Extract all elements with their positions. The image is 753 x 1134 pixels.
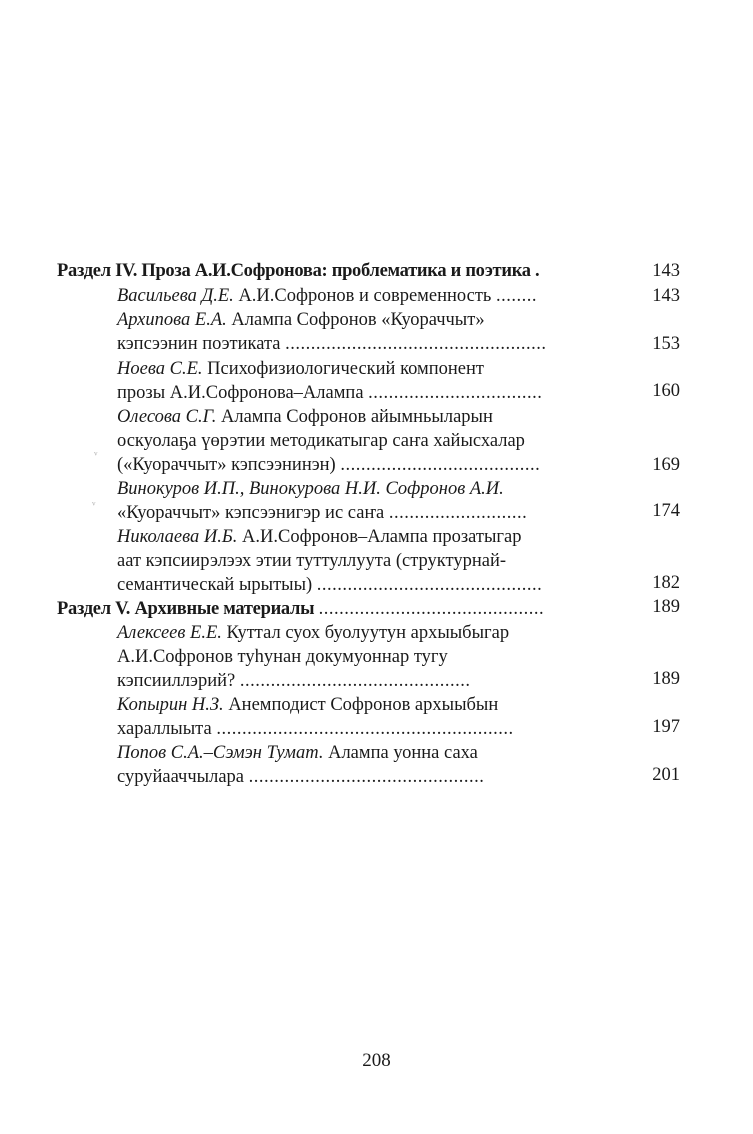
entry-author: Архипова Е.А. xyxy=(117,310,227,330)
entry-title: Психофизиологический компонент xyxy=(207,359,484,379)
entry-author: Винокуров И.П., Винокурова Н.И. Софронов А.И. xyxy=(117,479,504,499)
page-number: 201 xyxy=(652,765,680,785)
entry-author: Алексеев Е.Е. xyxy=(117,623,222,643)
toc-entry-continuation xyxy=(117,428,525,454)
toc-entry xyxy=(117,356,484,382)
page-number: 197 xyxy=(652,717,680,737)
entry-title: Куттал суох буолуутун архыыбыгар xyxy=(226,623,510,643)
entry-author: Ноева С.Е. xyxy=(117,359,203,379)
page-number: 160 xyxy=(652,381,680,401)
page-folio: 208 xyxy=(362,1050,391,1071)
entry-title: оскуолаҕа үөрэтии методикатыгар саҥа хайысхалар xyxy=(117,431,525,451)
leader-dots: ....................................... xyxy=(340,455,541,475)
margin-mark: ᵛ xyxy=(94,448,98,462)
entry-author: Копырин Н.З. xyxy=(117,695,224,715)
toc-entry xyxy=(117,524,521,550)
entry-title: Алампа Софронов «Куораччыт» xyxy=(231,310,485,330)
entry-title: Алампа Софронов айымньыларын xyxy=(220,407,493,427)
entry-title: А.И.Софронов туһунан докумуоннар тугу xyxy=(117,647,448,667)
toc-entry-continuation xyxy=(117,452,540,478)
leader-dots: .............................................. xyxy=(248,767,485,787)
toc-entry xyxy=(117,620,509,646)
leader-dots: ................................................... xyxy=(285,334,547,354)
entry-author: Олесова С.Г. xyxy=(117,407,217,427)
toc-entry-continuation xyxy=(117,331,547,357)
toc-section-iv xyxy=(57,258,539,284)
entry-title: А.И.Софронов и современность xyxy=(238,286,492,306)
leader-dots: ........................... xyxy=(388,503,528,523)
toc-entry-continuation xyxy=(117,644,448,670)
leader-dots: .................................. xyxy=(368,383,543,403)
section-title: Раздел V. Архивные материалы xyxy=(57,599,315,619)
toc-entry xyxy=(117,283,537,309)
page-number: 169 xyxy=(652,455,680,475)
leader-dots: ............................................. xyxy=(239,671,471,691)
page-number: 153 xyxy=(652,334,680,354)
entry-author: Николаева И.Б. xyxy=(117,527,238,547)
toc-entry-continuation xyxy=(117,500,527,526)
toc-entry xyxy=(117,404,493,430)
toc-entry-continuation xyxy=(117,548,506,574)
entry-title: семантическай ырытыы) xyxy=(117,575,313,595)
leader-dots: ............................................ xyxy=(318,599,545,619)
toc-entry xyxy=(117,307,485,333)
entry-title: прозы А.И.Софронова–Алампа xyxy=(117,383,364,403)
entry-title: аат кэпсиирэлээх этии туттуллуута (структурнай- xyxy=(117,551,507,571)
entry-title: хараллыыта xyxy=(117,719,212,739)
toc-section-v xyxy=(57,596,544,622)
leader-dots: ........ xyxy=(495,286,537,306)
entry-author: Васильева Д.Е. xyxy=(117,286,234,306)
page-number: 174 xyxy=(652,501,680,521)
margin-mark: ᵛ xyxy=(92,498,96,512)
entry-title: «Куораччыт» кэпсээнигэр ис саҥа xyxy=(117,503,385,523)
entry-author: Попов С.А.–Сэмэн Тумат. xyxy=(117,743,324,763)
entry-title: Алампа уонна саха xyxy=(328,743,478,763)
entry-title: кэпсээнин поэтиката xyxy=(117,334,281,354)
entry-title: («Куораччыт» кэпсээнинэн) xyxy=(117,455,336,475)
leader-dots: .......................................................... xyxy=(216,719,514,739)
page-number: 189 xyxy=(652,669,680,689)
page-number: 189 xyxy=(652,597,680,617)
entry-title: А.И.Софронов–Алампа прозатыгар xyxy=(242,527,522,547)
toc-entry-continuation xyxy=(117,572,542,598)
page-number: 182 xyxy=(652,573,680,593)
toc-entry-continuation xyxy=(117,764,484,790)
entry-title: Анемподист Софронов архыыбын xyxy=(228,695,499,715)
section-title: Раздел IV. Проза А.И.Софронова: проблематика и поэтика . xyxy=(57,261,540,281)
toc-entry xyxy=(117,740,478,766)
entry-title: кэпсииллэрий? xyxy=(117,671,236,691)
page-number: 143 xyxy=(652,261,680,281)
toc-entry-continuation xyxy=(117,668,471,694)
toc-entry xyxy=(117,692,498,718)
entry-title: суруйааччылара xyxy=(117,767,244,787)
toc-entry-continuation xyxy=(117,380,542,406)
toc-entry xyxy=(117,476,504,502)
page-number: 143 xyxy=(652,286,680,306)
toc-entry-continuation xyxy=(117,716,514,742)
leader-dots: ............................................ xyxy=(316,575,543,595)
